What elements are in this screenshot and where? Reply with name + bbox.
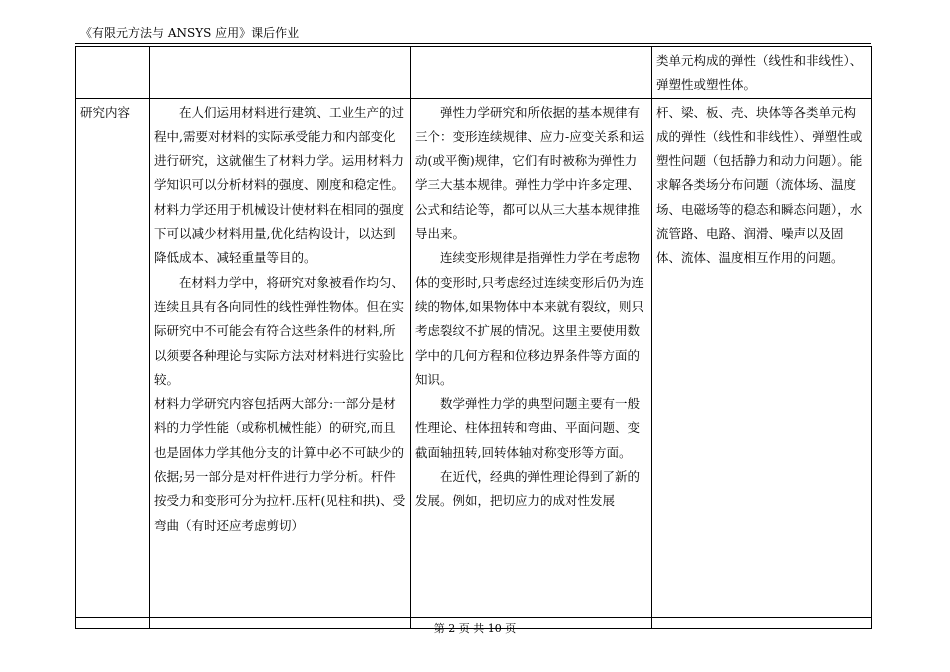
materials-mechanics-cell: [150, 98, 411, 628]
footer-rule: [75, 617, 871, 618]
elasticity-cell: [411, 47, 652, 99]
table-row: [76, 98, 872, 628]
row-label-cell: [76, 47, 150, 99]
paragraph: 在近代，经典的弹性理论得到了新的发展。例如，把切应力的成对性发展: [415, 469, 641, 509]
paragraph: 杆、梁、板、壳、块体等各类单元构成的弹性（线性和非线性）、弹塑性或塑性问题（包括静力和动力问题）。能求解各类场分布问题（流体场、温度场、电磁场等的稳态和瞬态问题），水流管路、电路、润滑、噪声以及固体、流体、温度相互作用的问题。: [656, 104, 863, 266]
page-number: 第 2 页 共 10 页: [433, 622, 517, 635]
ansys-continuation-text: 类单元构成的弹性（线性和非线性）、弹塑性或塑性体。: [656, 53, 863, 93]
table-row: [76, 47, 872, 99]
paragraph: 在人们运用材料进行建筑、工业生产的过程中,需要对材料的实际承受能力和内部变化进行研究，这就催生了材料力学。运用材料力学知识可以分析材料的强度、刚度和稳定性。材料力学还用于机械设计使材料在相同的强度下可以减少材料用量,优化结构设计，以达到降低成本、减轻重量等目的。: [154, 104, 405, 266]
paragraph: 数学弹性力学的典型问题主要有一般性理论、柱体扭转和弯曲、平面问题、变截面轴扭转,回转体轴对称变形等方面。: [415, 396, 641, 460]
content-table: [75, 46, 872, 629]
ansys-cell: [652, 47, 872, 99]
elasticity-cell: [411, 98, 652, 628]
paragraph: 材料力学研究内容包括两大部分:一部分是材料的力学性能（或称机械性能）的研究,而且也是固体力学其他分支的计算中必不可缺少的依据;另一部分是对杆件进行力学分析。杆件按受力和变形可分为拉杆.压杆(见柱和拱)、受弯曲（有时还应考虑剪切）: [154, 396, 406, 533]
materials-mechanics-cell: [150, 47, 411, 99]
paragraph: 在材料力学中，将研究对象被看作均匀、连续且具有各向同性的线性弹性物体。但在实际研究中不可能会有符合这些条件的材料,所以须要各种理论与实际方法对材料进行实验比较。: [154, 274, 405, 387]
row-label-cell: [76, 98, 150, 628]
ansys-cell: [652, 98, 872, 628]
paragraph: 弹性力学研究和所依据的基本规律有三个：变形连续规律、应力-应变关系和运动(或平衡)规律，它们有时被称为弹性力学三大基本规律。弹性力学中许多定理、公式和结论等，都可以从三大基本规律推导出来。: [415, 104, 645, 242]
header-rule: [75, 43, 871, 44]
header-title: 《有限元方法与 ANSYS 应用》课后作业: [80, 26, 300, 40]
paragraph: 连续变形规律是指弹性力学在考虑物体的变形时,只考虑经过连续变形后仍为连续的物体,如果物体中本来就有裂纹，则只考虑裂纹不扩展的情况。这里主要使用数学中的几何方程和位移边界条件等方面的知识。: [415, 250, 644, 387]
row-label: 研究内容: [80, 104, 131, 120]
